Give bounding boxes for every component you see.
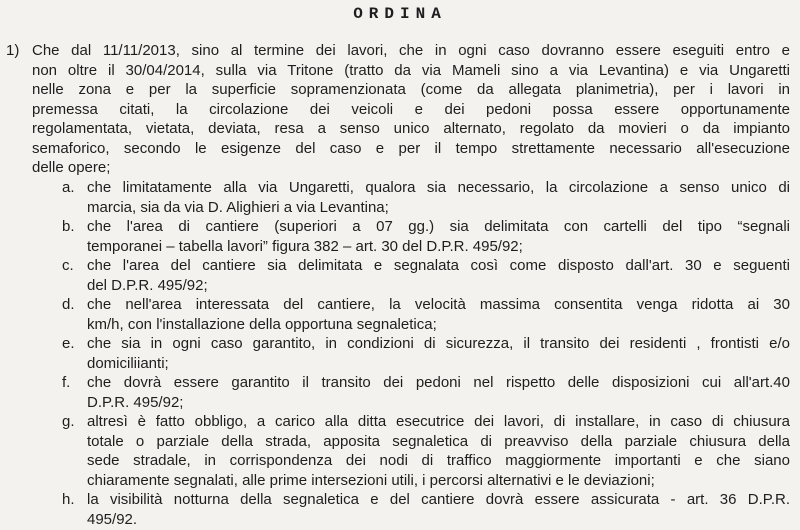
subitem-line: 495/92. [87, 510, 138, 528]
main-paragraph-line: Che dal 11/11/2013, sino al termine dei lavori, che in ogni caso dovranno essere eseguiti entro e [32, 42, 790, 59]
subitem-line: che nell'area interessata del cantiere, la velocità massima consentita venga ridotta ai 30 [87, 296, 790, 313]
subitem-h [32, 490, 790, 529]
subitem-line: che l'area di cantiere (superiori a 07 gg.) sia delimitata con cartelli del tipo “segnali [87, 218, 790, 235]
subitem-marker: f. [62, 374, 71, 391]
subitem-a [32, 178, 790, 217]
subitem-marker: h. [62, 491, 75, 508]
main-paragraph-line: nelle zona e per la superficie sopramenzionata (come da allegata planimetria), per i lavori in [32, 81, 790, 98]
subitem-g [32, 412, 790, 490]
subitem-line: altresì è fatto obbligo, a carico alla ditta esecutrice dei lavori, di installare, in caso di chiusura [87, 413, 790, 430]
main-paragraph-line: premessa citati, la circolazione dei veicoli e dei pedoni possa essere opportunamente [32, 100, 790, 118]
subitem-marker: e. [62, 335, 75, 352]
item-number: 1) [6, 42, 20, 59]
subitem-line: chiaramente segnalati, alle prime intersezioni utili, i percorsi alternativi e le deviazioni; [87, 471, 655, 489]
subitem-line: la visibilità notturna della segnaletica e del cantiere dovrà essere assicurata - art. 36 D.P.R. [87, 491, 790, 508]
subitem-marker: b. [62, 218, 75, 235]
subitem-line: km/h, con l'installazione della opportuna segnaletica; [87, 315, 437, 333]
subitem-line: sede stradale, in corrispondenza dei nodi di traffico maggiormente importanti e che siano [87, 452, 790, 469]
subitem-f [32, 373, 790, 412]
subitem-line: totale o parziale della strada, apposita segnaletica di preavviso della parziale chiusura della [87, 432, 790, 450]
subitem-marker: a. [62, 179, 75, 196]
subitem-b [32, 217, 790, 256]
subitem-d [32, 295, 790, 334]
subitem-list [32, 178, 790, 529]
subitem-line: che dovrà essere garantito il transito dei pedoni nel rispetto delle disposizioni cui all'art.40 [87, 374, 790, 391]
subitem-e [32, 334, 790, 373]
subitem-line: D.P.R. 495/92; [87, 393, 184, 411]
subitem-marker: d. [62, 296, 75, 313]
main-paragraph-line: delle opere; [32, 159, 111, 176]
subitem-marker: c. [62, 257, 74, 274]
main-paragraph-line: non oltre il 30/04/2014, sulla via Tritone (tratto da via Mameli sino a via Levantina) e via Ungaretti [32, 61, 790, 79]
subitem-line: marcia, sia da via D. Alighieri a via Levantina; [87, 198, 389, 216]
document-title: ORDINA [353, 5, 447, 23]
subitem-line: del D.P.R. 495/92; [87, 276, 208, 294]
subitem-line: temporanei – tabella lavori” figura 382 – art. 30 del D.P.R. 495/92; [87, 237, 523, 255]
subitem-line: che sia in ogni caso garantito, in condizioni di sicurezza, il transito dei residenti , frontisti e/o [87, 335, 790, 352]
subitem-line: che l'area del cantiere sia delimitata e segnalata così come disposto dall'art. 30 e seguenti [87, 257, 790, 274]
main-paragraph [32, 41, 790, 178]
subitem-line: domiciliianti; [87, 354, 169, 372]
main-paragraph-line: semaforico, secondo le esigenze del caso e per il tempo strettamente necessario all'esecuzione [32, 139, 790, 157]
subitem-marker: g. [62, 413, 75, 430]
subitem-line: che limitatamente alla via Ungaretti, qualora sia necessario, la circolazione a senso unico di [87, 179, 790, 196]
main-paragraph-line: regolamentata, vietata, deviata, resa a senso unico alternato, regolato da movieri o da impianto [32, 120, 790, 137]
subitem-c [32, 256, 790, 295]
